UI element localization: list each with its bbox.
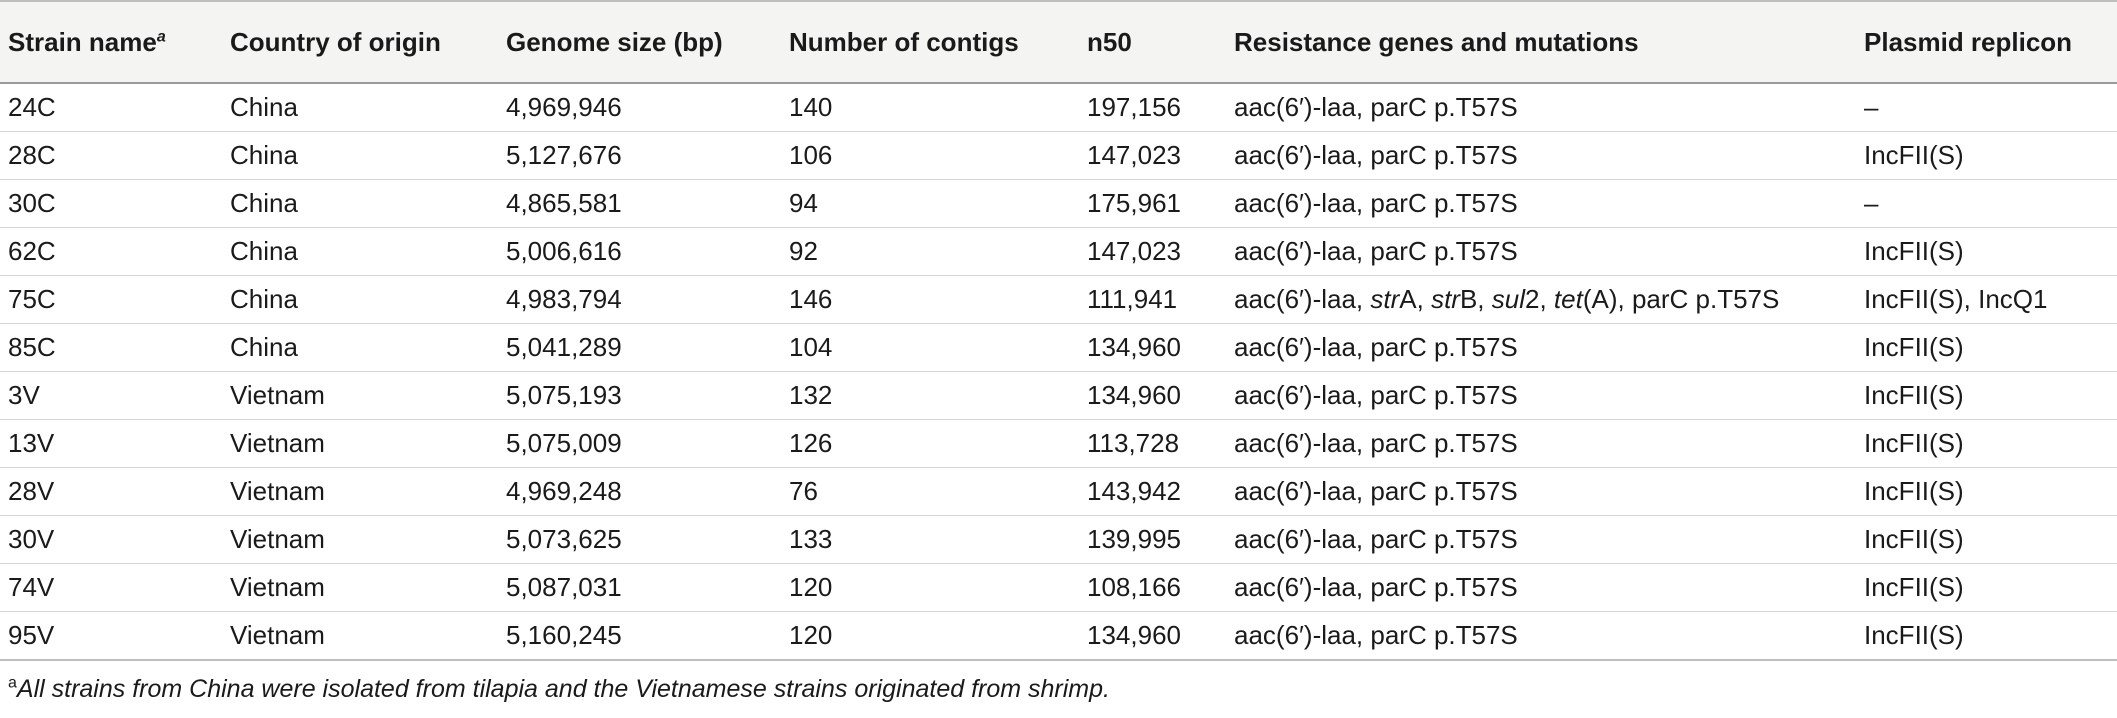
table-row (0, 468, 2117, 516)
header-number-of-contigs (781, 1, 1079, 83)
cell-strain-name: 24C (0, 83, 222, 132)
cell-n50: 134,960 (1079, 324, 1226, 372)
header-label: Resistance genes and mutations (1234, 26, 1639, 57)
cell-genome-size: 4,969,248 (498, 468, 781, 516)
cell-plasmid-replicon: – (1856, 180, 2117, 228)
cell-country: Vietnam (222, 612, 498, 661)
cell-n50: 197,156 (1079, 83, 1226, 132)
table-row (0, 83, 2117, 132)
cell-contigs: 132 (781, 372, 1079, 420)
resistance-text-segment: aac(6′)-laa, parC p.T57S (1234, 236, 1518, 266)
cell-contigs: 140 (781, 83, 1079, 132)
cell-plasmid-replicon: IncFII(S) (1856, 468, 2117, 516)
cell-strain-name: 3V (0, 372, 222, 420)
cell-strain-name: 85C (0, 324, 222, 372)
cell-n50: 143,942 (1079, 468, 1226, 516)
cell-genome-size: 4,865,581 (498, 180, 781, 228)
resistance-text-segment: aac(6′)-laa, parC p.T57S (1234, 140, 1518, 170)
header-label: Country of origin (230, 26, 441, 57)
footnote-text: All strains from China were isolated from tilapia and the Vietnamese strains originated from shrimp. (16, 675, 1110, 703)
cell-contigs: 120 (781, 564, 1079, 612)
resistance-text-segment: aac(6′)-laa, parC p.T57S (1234, 620, 1518, 650)
cell-resistance-genes (1226, 564, 1856, 612)
cell-n50: 108,166 (1079, 564, 1226, 612)
resistance-text-segment: aac(6′)-laa, parC p.T57S (1234, 476, 1518, 506)
cell-resistance-genes (1226, 324, 1856, 372)
cell-resistance-genes (1226, 83, 1856, 132)
header-country-of-origin (222, 1, 498, 83)
cell-n50: 111,941 (1079, 276, 1226, 324)
cell-strain-name: 13V (0, 420, 222, 468)
cell-plasmid-replicon: IncFII(S) (1856, 132, 2117, 180)
table-row (0, 564, 2117, 612)
resistance-text-segment: aac(6′)-laa, (1234, 284, 1371, 314)
resistance-text-segment: A, (1399, 284, 1432, 314)
cell-contigs: 126 (781, 420, 1079, 468)
cell-plasmid-replicon: IncFII(S) (1856, 612, 2117, 661)
cell-strain-name: 28V (0, 468, 222, 516)
cell-contigs: 133 (781, 516, 1079, 564)
cell-resistance-genes (1226, 228, 1856, 276)
cell-genome-size: 4,983,794 (498, 276, 781, 324)
resistance-text-segment: (A), parC p.T57S (1582, 284, 1780, 314)
cell-plasmid-replicon: IncFII(S) (1856, 564, 2117, 612)
table-row (0, 228, 2117, 276)
cell-n50: 175,961 (1079, 180, 1226, 228)
cell-genome-size: 5,006,616 (498, 228, 781, 276)
cell-country: China (222, 324, 498, 372)
cell-resistance-genes (1226, 180, 1856, 228)
cell-contigs: 106 (781, 132, 1079, 180)
resistance-text-segment: aac(6′)-laa, parC p.T57S (1234, 92, 1518, 122)
cell-strain-name: 74V (0, 564, 222, 612)
cell-resistance-genes (1226, 516, 1856, 564)
cell-contigs: 76 (781, 468, 1079, 516)
cell-plasmid-replicon: IncFII(S) (1856, 372, 2117, 420)
cell-strain-name: 30C (0, 180, 222, 228)
resistance-text-segment: str (1370, 284, 1400, 314)
cell-country: Vietnam (222, 564, 498, 612)
resistance-text-segment: aac(6′)-laa, parC p.T57S (1234, 188, 1518, 218)
cell-n50: 139,995 (1079, 516, 1226, 564)
cell-country: China (222, 83, 498, 132)
footnote-marker: a (8, 674, 17, 692)
table-row (0, 276, 2117, 324)
header-row (0, 1, 2117, 83)
table-row (0, 324, 2117, 372)
header-plasmid-replicon (1856, 1, 2117, 83)
table-footnote (0, 671, 2117, 707)
cell-country: China (222, 180, 498, 228)
cell-n50: 113,728 (1079, 420, 1226, 468)
cell-resistance-genes (1226, 372, 1856, 420)
resistance-text-segment: aac(6′)-laa, parC p.T57S (1234, 524, 1518, 554)
cell-resistance-genes (1226, 276, 1856, 324)
cell-country: Vietnam (222, 372, 498, 420)
resistance-text-segment: sul (1491, 284, 1525, 314)
header-label: Strain name (8, 26, 157, 57)
resistance-text-segment: aac(6′)-laa, parC p.T57S (1234, 572, 1518, 602)
resistance-text-segment: tet (1553, 284, 1583, 314)
header-strain-name (0, 1, 222, 83)
table-body (0, 83, 2117, 660)
cell-contigs: 146 (781, 276, 1079, 324)
header-genome-size (498, 1, 781, 83)
cell-strain-name: 62C (0, 228, 222, 276)
resistance-text-segment: B, (1459, 284, 1492, 314)
table-row (0, 612, 2117, 661)
cell-n50: 147,023 (1079, 132, 1226, 180)
header-label: Genome size (bp) (506, 26, 723, 57)
cell-contigs: 94 (781, 180, 1079, 228)
cell-resistance-genes (1226, 132, 1856, 180)
header-label: Plasmid replicon (1864, 26, 2073, 57)
cell-plasmid-replicon: IncFII(S) (1856, 228, 2117, 276)
table-row (0, 420, 2117, 468)
cell-genome-size: 5,160,245 (498, 612, 781, 661)
header-n50 (1079, 1, 1226, 83)
cell-n50: 134,960 (1079, 612, 1226, 661)
cell-plasmid-replicon: IncFII(S) (1856, 516, 2117, 564)
footnote-marker: a (156, 27, 166, 45)
cell-resistance-genes (1226, 612, 1856, 661)
cell-strain-name: 95V (0, 612, 222, 661)
header-label: n50 (1087, 26, 1132, 57)
cell-n50: 134,960 (1079, 372, 1226, 420)
cell-contigs: 92 (781, 228, 1079, 276)
resistance-text-segment: aac(6′)-laa, parC p.T57S (1234, 332, 1518, 362)
table-row (0, 132, 2117, 180)
table-row (0, 180, 2117, 228)
cell-genome-size: 5,041,289 (498, 324, 781, 372)
table-row (0, 516, 2117, 564)
cell-plasmid-replicon: – (1856, 83, 2117, 132)
cell-contigs: 120 (781, 612, 1079, 661)
cell-genome-size: 5,127,676 (498, 132, 781, 180)
resistance-text-segment: 2, (1525, 284, 1554, 314)
cell-country: Vietnam (222, 516, 498, 564)
table-row (0, 372, 2117, 420)
cell-resistance-genes (1226, 468, 1856, 516)
cell-genome-size: 5,073,625 (498, 516, 781, 564)
cell-country: China (222, 228, 498, 276)
resistance-text-segment: aac(6′)-laa, parC p.T57S (1234, 380, 1518, 410)
table-header (0, 1, 2117, 83)
cell-genome-size: 5,087,031 (498, 564, 781, 612)
cell-plasmid-replicon: IncFII(S), IncQ1 (1856, 276, 2117, 324)
cell-country: China (222, 132, 498, 180)
resistance-text-segment: aac(6′)-laa, parC p.T57S (1234, 428, 1518, 458)
header-label: Number of contigs (789, 26, 1019, 57)
cell-country: Vietnam (222, 420, 498, 468)
cell-genome-size: 5,075,009 (498, 420, 781, 468)
cell-strain-name: 75C (0, 276, 222, 324)
cell-genome-size: 4,969,946 (498, 83, 781, 132)
cell-plasmid-replicon: IncFII(S) (1856, 324, 2117, 372)
cell-n50: 147,023 (1079, 228, 1226, 276)
cell-resistance-genes (1226, 420, 1856, 468)
cell-country: China (222, 276, 498, 324)
cell-contigs: 104 (781, 324, 1079, 372)
resistance-text-segment: str (1431, 284, 1460, 314)
cell-country: Vietnam (222, 468, 498, 516)
header-resistance-genes (1226, 1, 1856, 83)
cell-genome-size: 5,075,193 (498, 372, 781, 420)
cell-plasmid-replicon: IncFII(S) (1856, 420, 2117, 468)
cell-strain-name: 30V (0, 516, 222, 564)
cell-strain-name: 28C (0, 132, 222, 180)
